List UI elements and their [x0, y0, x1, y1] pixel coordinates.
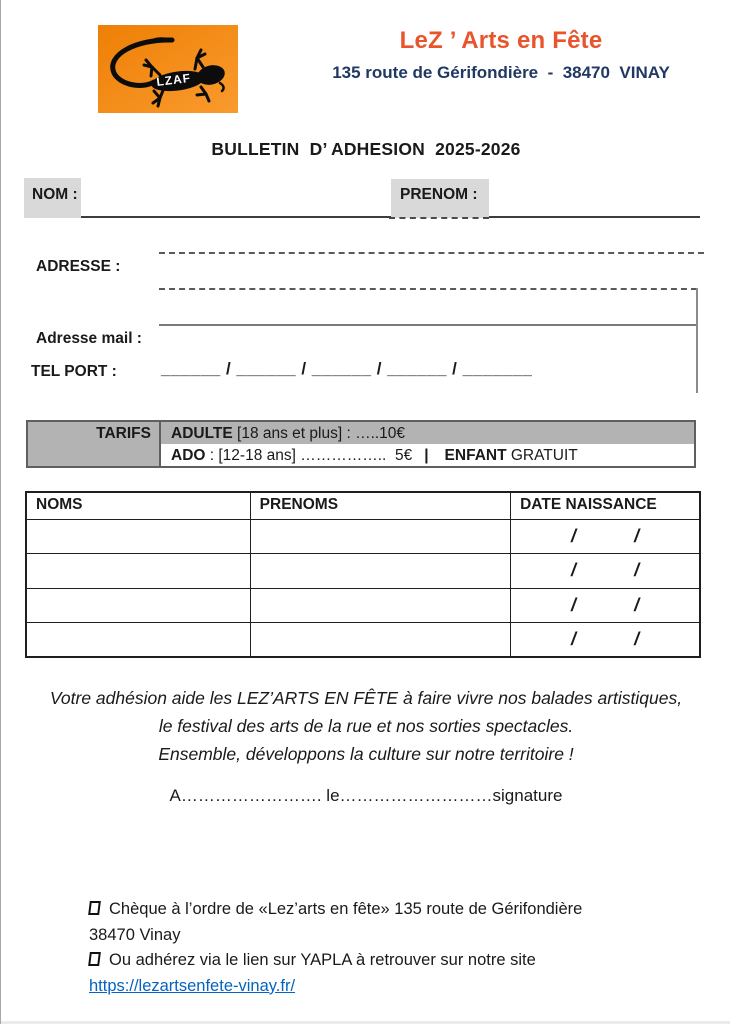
header-date-naissance: DATE NAISSANCE: [510, 493, 699, 519]
prenom-dotted-line: [389, 217, 489, 219]
tarif-adulte-row: [161, 422, 694, 444]
mail-input-line[interactable]: [159, 324, 696, 326]
nom-cell[interactable]: [27, 623, 250, 656]
prenom-cell[interactable]: [250, 554, 510, 587]
prenom-cell[interactable]: [250, 589, 510, 622]
payment-option-cheque: Chèque à l’ordre de «Lez’arts en fête» 135 route de Gérifondière: [89, 897, 649, 923]
member-row-4: [27, 622, 699, 656]
mission-line-3: Ensemble, développons la culture sur notre territoire !: [158, 744, 574, 764]
tarifs-table: [26, 420, 696, 468]
nom-cell[interactable]: [27, 520, 250, 553]
member-row-2: [27, 553, 699, 587]
prenom-input-line[interactable]: [489, 216, 700, 218]
date-cell[interactable]: / /: [510, 589, 699, 622]
form-title: BULLETIN D’ ADHESION 2025-2026: [211, 139, 521, 159]
mission-statement: [1, 684, 730, 768]
tarif-ado-price: : [12-18 ans] …………….. 5€: [205, 446, 413, 464]
association-website-link[interactable]: https://lezartsenfete-vinay.fr/: [89, 976, 296, 995]
tarif-ado-enfant-row: [161, 444, 694, 466]
header-noms: NOMS: [36, 496, 83, 513]
member-row-3: [27, 588, 699, 622]
adresse-mail-label: Adresse mail :: [36, 330, 142, 347]
payment-option-cheque-line2: 38470 Vinay: [89, 925, 181, 944]
mission-line-1: Votre adhésion aide les LEZ’ARTS EN FÊTE à faire vivre nos balades artistiques,: [49, 688, 683, 708]
tarif-enfant-term: ENFANT: [444, 446, 507, 464]
cheque-checkbox[interactable]: [88, 901, 101, 915]
adresse-input-line-2[interactable]: [159, 288, 697, 290]
prenom-cell[interactable]: [250, 520, 510, 553]
logo-letters: LZAF: [155, 70, 192, 89]
online-checkbox[interactable]: [88, 952, 101, 966]
address-block-right-border: [696, 288, 698, 393]
members-table: [25, 491, 701, 658]
prenom-cell[interactable]: [250, 623, 510, 656]
tel-input-line[interactable]: ______ / ______ / ______ / ______ / _______: [161, 359, 533, 378]
adresse-input-line-1[interactable]: [159, 252, 704, 254]
mission-line-2: le festival des arts de la rue et nos sorties spectacles.: [158, 716, 574, 736]
adresse-label: ADRESSE :: [36, 258, 121, 275]
tarifs-label: TARIFS: [28, 422, 161, 466]
header-prenoms: PRENOMS: [250, 493, 510, 519]
date-cell[interactable]: / /: [510, 623, 699, 656]
nom-input-line[interactable]: [81, 216, 391, 218]
tarif-adulte-term: ADULTE: [171, 424, 233, 442]
member-row-1: [27, 519, 699, 553]
payment-options: [89, 897, 649, 999]
prenom-label-box: PRENOM :: [391, 179, 489, 218]
nom-cell[interactable]: [27, 589, 250, 622]
payment-option-online: Ou adhérez via le lien sur YAPLA à retrouver sur notre site: [89, 948, 649, 974]
nom-cell[interactable]: [27, 554, 250, 587]
org-address: 135 route de Gérifondière - 38470 VINAY: [332, 63, 670, 82]
tarif-ado-term: ADO: [171, 446, 206, 464]
members-table-header-row: [27, 493, 699, 519]
org-name: LeZ ’ Arts en Fête: [399, 27, 603, 54]
tarif-adulte-price: [18 ans et plus] : …..10€: [232, 424, 406, 442]
place-date-signature-line[interactable]: A……………………. le………………………signature: [169, 786, 563, 805]
association-lizard-logo: [98, 25, 238, 113]
date-cell[interactable]: / /: [510, 520, 699, 553]
tarif-separator: |: [424, 446, 429, 464]
tarif-enfant-price: GRATUIT: [506, 446, 578, 464]
tel-port-label: TEL PORT :: [31, 363, 117, 380]
date-cell[interactable]: / /: [510, 554, 699, 587]
nom-label-box: NOM :: [24, 178, 81, 218]
